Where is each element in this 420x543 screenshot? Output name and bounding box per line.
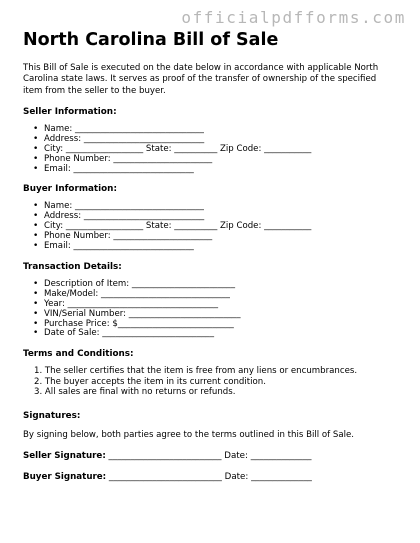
seller-city-state-zip-field[interactable]: • City: __________________ State: __________ Zip Code: ___________: [33, 145, 403, 155]
buyer-city-state-zip-field[interactable]: • City: __________________ State: __________ Zip Code: ___________: [33, 222, 403, 232]
buyer-address-field[interactable]: • Address: ____________________________: [33, 212, 403, 222]
purchase-price-field[interactable]: • Purchase Price: $___________________________: [33, 320, 403, 330]
buyer-signature-row[interactable]: [23, 472, 403, 482]
terms-item: 2. The buyer accepts the item in its current condition.: [34, 376, 266, 387]
seller-email-field[interactable]: • Email: ____________________________: [33, 165, 403, 175]
buyer-fields: [23, 202, 403, 252]
bill-of-sale-document: [23, 30, 403, 482]
seller-fields: [23, 125, 403, 175]
seller-signature-line[interactable]: __________________________ Date: ______________: [105, 451, 312, 461]
buyer-phone-field[interactable]: • Phone Number: _______________________: [33, 232, 403, 242]
seller-address-field[interactable]: • Address: ____________________________: [33, 135, 403, 145]
watermark: officialpdfforms.com: [181, 8, 406, 27]
seller-phone-field[interactable]: • Phone Number: _______________________: [33, 155, 403, 165]
date-of-sale-field[interactable]: • Date of Sale: __________________________: [33, 329, 403, 339]
seller-signature-label: Seller Signature:: [23, 451, 106, 461]
buyer-name-field[interactable]: • Name: ______________________________: [33, 202, 403, 212]
terms-item: 1. The seller certifies that the item is free from any liens or encumbrances.: [34, 366, 358, 377]
terms-list: [23, 366, 403, 397]
buyer-email-field[interactable]: • Email: ____________________________: [33, 242, 403, 252]
transaction-heading: Transaction Details:: [23, 261, 122, 272]
seller-signature-row[interactable]: [23, 451, 403, 461]
buyer-signature-label: Buyer Signature:: [23, 472, 107, 482]
terms-heading: Terms and Conditions:: [23, 349, 134, 360]
document-title: North Carolina Bill of Sale: [23, 30, 279, 50]
signatures-heading: Signatures:: [23, 411, 81, 421]
item-description-field[interactable]: • Description of Item: ________________________: [33, 280, 403, 290]
terms-item: 3. All sales are final with no returns or refunds.: [34, 386, 236, 397]
transaction-fields: [23, 280, 403, 339]
year-field[interactable]: • Year: ___________________________________: [33, 300, 403, 310]
buyer-heading: Buyer Information:: [23, 184, 117, 195]
buyer-signature-line[interactable]: __________________________ Date: ______________: [106, 472, 312, 482]
signatures-intro: By signing below, both parties agree to the terms outlined in this Bill of Sale.: [23, 430, 355, 440]
make-model-field[interactable]: • Make/Model: ______________________________: [33, 290, 403, 300]
intro-paragraph: This Bill of Sale is executed on the date below in accordance with applicable North Carolina state laws. It serves as proof of the transfer of ownership of the specified item from the seller to the buyer.: [23, 63, 379, 96]
seller-heading: Seller Information:: [23, 106, 117, 117]
vin-serial-field[interactable]: • VIN/Serial Number: __________________________: [33, 310, 403, 320]
seller-name-field[interactable]: • Name: ______________________________: [33, 125, 403, 135]
